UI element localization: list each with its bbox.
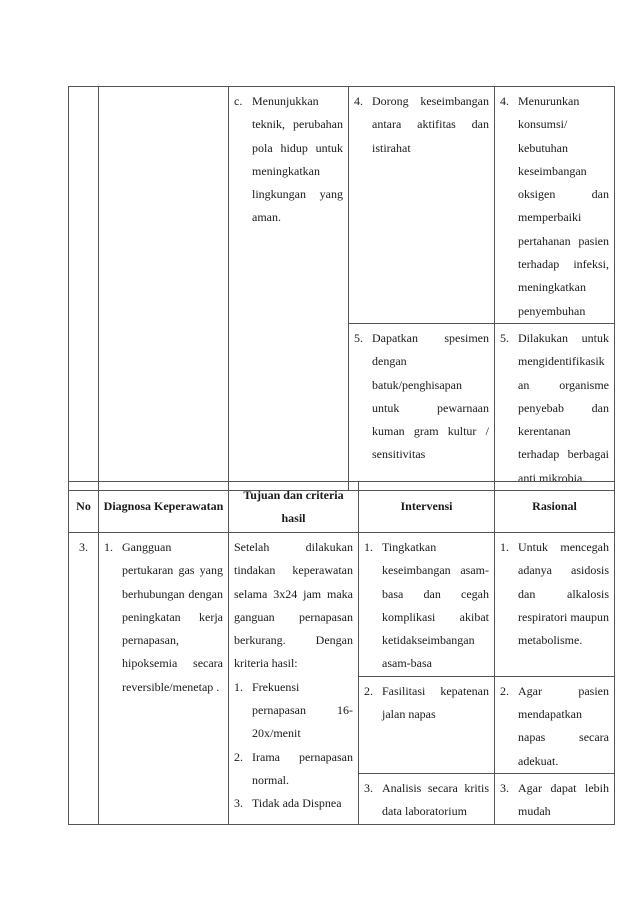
list-number: 4.: [500, 94, 509, 108]
list-number: 2.: [500, 683, 509, 698]
intervensi-cell-3: [359, 773, 495, 824]
rasional-item-3: Agar dapat lebih mudah: [518, 780, 609, 819]
list-number: 3.: [234, 796, 243, 811]
tujuan-intro: Setelah dilakukan tindakan keperawatan selama 3x24 jam maka ganguan pernapasan berkurang. Dengan kriteria hasil:: [234, 540, 353, 671]
list-number: 2.: [234, 749, 243, 764]
intervensi-cell-1: [359, 533, 495, 677]
tujuan-item-c: Menunjukkan teknik, perubahan pola hidup untuk meningkatkan lingkungan yang aman.: [252, 94, 343, 225]
diagnosa-cell: [99, 533, 229, 825]
cont-no-cell: [69, 87, 99, 491]
list-number: 5.: [500, 330, 509, 345]
kriteria-item-2: Irama pernapasan normal.: [252, 749, 353, 787]
row-no-cell: [69, 533, 99, 825]
header-rasional: Rasional: [495, 482, 615, 533]
list-number: 1.: [234, 679, 243, 694]
cont-intervensi-cell: [349, 87, 495, 324]
list-number: 1.: [104, 540, 113, 554]
intervensi-item-2: Fasilitasi kepatenan jalan napas: [382, 683, 489, 722]
list-number: 4.: [354, 94, 363, 108]
continuation-table: [68, 86, 615, 491]
rasional-item-4: Menurunkan konsumsi/ kebutuhan keseimbangan oksigen dan memperbaiki pertahanan pasien terhadap infeksi, meningkatkan penyembuhan: [518, 94, 609, 318]
nursing-care-table: [68, 481, 615, 825]
rasional-cell-3: [495, 773, 615, 824]
list-number: 5.: [354, 330, 363, 345]
rasional-item-2: Agar pasien mendapatkan napas secara adekuat.: [518, 683, 609, 768]
cont-diagnosa-cell: [99, 87, 229, 491]
list-marker: c.: [234, 94, 243, 108]
intervensi-item-3: Analisis secara kritis data laboratorium: [382, 780, 489, 819]
rasional-cell-1: [495, 533, 615, 677]
intervensi-cell-2: [359, 676, 495, 773]
intervensi-item-5: Dapatkan spesimen dengan batuk/penghisapan untuk pewarnaan kuman gram kultur / sensitivitas: [372, 330, 489, 462]
cont-rasional-cell: [495, 87, 615, 324]
list-number: 2.: [364, 683, 373, 698]
header-diagnosa: Diagnosa Keperawatan: [99, 482, 229, 533]
kriteria-item-3: Tidak ada Dispnea: [252, 796, 342, 811]
list-number: 1.: [364, 540, 373, 554]
rasional-item-1: Untuk mencegah adanya asidosis dan alkalosis respiratori maupun metabolisme.: [518, 540, 609, 648]
cont-rasional-cell-2: [495, 323, 615, 490]
intervensi-item-4: Dorong keseimbangan antara aktifitas dan istirahat: [372, 94, 489, 155]
cont-intervensi-cell-2: [349, 323, 495, 490]
rasional-cell-2: [495, 676, 615, 773]
intervensi-item-1: Tingkatkan keseimbangan asam-basa dan cegah komplikasi akibat ketidakseimbangan asam-basa: [382, 540, 489, 671]
kriteria-item-1: Frekuensi pernapasan 16-20x/menit: [252, 679, 353, 741]
rasional-item-5: Dilakukan untuk mengidentifikasik an organisme penyebab dan kerentanan terhadap berbagai anti mikrobia.: [518, 330, 609, 485]
diagnosa-text: Gangguan pertukaran gas yang berhubungan dengan peningkatan kerja pernapasan, hipoksemia secara reversible/menetap .: [122, 540, 223, 694]
list-number: 3.: [500, 780, 509, 795]
cont-tujuan-cell: [229, 87, 349, 491]
row-number: 3.: [79, 540, 88, 554]
list-number: 1.: [500, 540, 509, 554]
header-tujuan: Tujuan dan criteria hasil: [229, 482, 359, 533]
header-no: No: [69, 482, 99, 533]
header-intervensi: Intervensi: [359, 482, 495, 533]
tujuan-cell: [229, 533, 359, 825]
list-number: 3.: [364, 780, 373, 795]
